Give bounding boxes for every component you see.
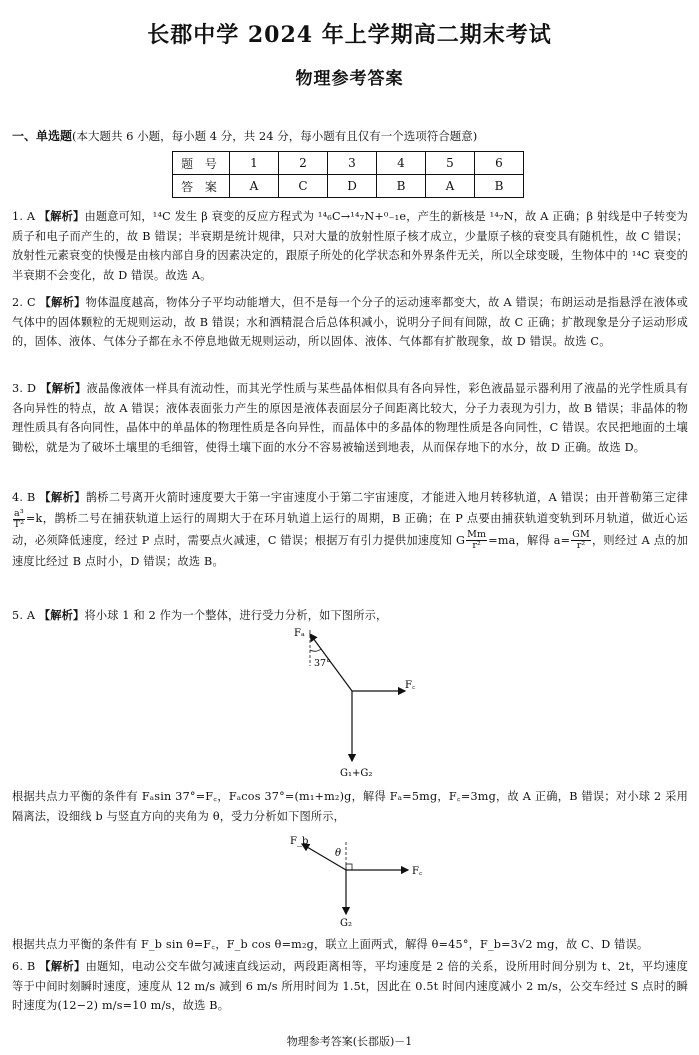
label-angle: 37° [314,658,331,669]
table-cell: D [328,175,377,198]
section-heading [12,127,692,144]
question-3 [12,379,688,457]
table-cell: 6 [475,152,524,175]
label-fc: F꜀ [412,866,423,877]
question-text: =k，鹊桥二号在捕获轨道上运行的周期大于在环月轨道上运行的周期，B 正确；在 P 点要由捕获轨道变轨到环月轨道，做近心运动，必须降低速度，经过 P 点时，需要点火减速，C 错误；根据万有引力提供加速度知 G [12,512,688,547]
question-text: =ma，解得 a= [488,533,571,547]
question-5-conclusion [12,935,688,955]
right-angle-mark [346,864,352,870]
table-cell: 3 [328,152,377,175]
table-cell: 1 [230,152,279,175]
question-5-continued [12,787,688,826]
force-diagram-2 [280,830,430,930]
question-text: 根据共点力平衡的条件有 Fₐsin 37°=F꜀，Fₐcos 37°=(m₁+m₂)g，解得 Fₐ=5mg，F꜀=3mg，故 A 正确，B 错误；对小球 2 采用隔离法，设细线 b 与竖直方向的夹角为 θ，受力分析如下图所示， [12,790,688,823]
page-title: 长郡中学 2024 年上学期高二期末考试 [147,22,552,48]
analysis-tag: 【解析】 [38,209,85,223]
question-number: 4. B [12,491,36,504]
fraction-bottom: T² [13,518,25,530]
question-6 [12,957,688,1016]
table-cell: B [377,175,426,198]
question-text: 由题意可知，¹⁴C 发生 β 衰变的反应方程式为 ¹⁴₆C→¹⁴₇N+⁰₋₁e，产生的新核是 ¹⁴₇N，故 A 正确；β 射线是中子转变为质子和电子而产生的，故 B 错误；半衰期是统计规律，只对大量的放射性原子核才成立，少量原子核的衰变具有随机性，故 C 错误；放射性元素衰变的快慢是由核内部自身的因素决定的，跟原子所处的化学状态和外界条件无关，所以全球变暖，生物体中的 ¹⁴C 衰变的半衰期不会变化，故 D 错误。故选 A。 [12,210,688,282]
fraction-bottom: r² [576,540,586,551]
table-row [173,175,524,198]
question-1 [12,207,688,285]
analysis-tag: 【解析】 [40,381,87,395]
angle-arc [310,649,321,651]
table-cell: 题 号 [173,152,230,175]
fraction-bottom: r² [472,540,482,551]
question-text: ，则经过 A 点的加速度比经过 B 点时小，D 错误；故选 B。 [12,533,688,568]
question-text: 液晶像液体一样具有流动性，而其光学性质与某些晶体相似具有各向异性，彩色液晶显示器利用了液晶的光学性质具有各向异性的特点，故 A 错误；液体表面张力产生的原因是液体表面层分子间距离比较大，分子力表现为引力，故 B 错误；非晶体的物理性质具有各向同性，晶体中的单晶体的物理性质是各向异性，而晶体中的多晶体的物理性质是各向同性，C 错误。农民把地面的土壤锄松，就是为了破坏土壤里的毛细管，使得土壤下面的水分不容易被输送到地表，从而保存地下的水分，故 D 正确。故选 D。 [12,382,688,454]
question-number: 3. D [12,382,37,395]
label-fb: F_b [290,836,309,847]
answer-table [172,151,524,198]
section-note: (本大题共 6 小题，每小题 4 分，共 24 分，每小题有且仅有一个选项符合题意) [72,129,478,143]
question-number: 1. A [12,210,36,223]
fraction [571,530,591,551]
question-number: 2. C [12,296,36,309]
label-g: G₂ [340,918,352,929]
question-text: 鹊桥二号离开火箭时速度要大于第一宇宙速度小于第二宇宙速度，才能进入地月转移轨道，A 错误；由开普勒第三定律 [85,491,688,504]
question-text: 根据共点力平衡的条件有 F_b sin θ=F꜀，F_b cos θ=m₂g，联立上面两式，解得 θ=45°，F_b=3√2 mg，故 C、D 错误。 [12,938,649,951]
force-diagram-1 [290,626,430,784]
table-cell: A [230,175,279,198]
table-cell: 4 [377,152,426,175]
label-g: G₁+G₂ [340,768,373,779]
table-cell: C [279,175,328,198]
question-2 [12,293,688,352]
question-text: 物体温度越高，物体分子平均动能增大，但不是每一个分子的运动速率都变大，故 A 错误；布朗运动是指悬浮在液体或气体中的固体颗粒的无规则运动，故 B 错误；水和酒精混合后总体积减小，说明分子间有间隙，故 C 正确；扩散现象是分子运动形成的，固体、液体、气体分子都在永不停息地做无规则运动，所以固体、液体、气体都有扩散现象，故 D 错误。故选 C。 [12,296,688,348]
question-text: 由题知，电动公交车做匀减速直线运动，两段距离相等，平均速度是 2 倍的关系，设所用时间分别为 t、2t，平均速度等于中间时刻瞬时速度，速度从 12 m/s 减到 6 m/s 所用时间为 1.5t，因此在 0.5t 时间内速度减小 2 m/s，公交车经过 S 点时的瞬时速度为(12−2) m/s=10 m/s，故选 B。 [12,960,688,1012]
table-cell: 2 [279,152,328,175]
page-footer: 物理参考答案(长郡版)－1 [286,1035,413,1048]
analysis-tag: 【解析】 [38,608,85,622]
label-theta: θ [335,848,342,859]
table-cell: B [475,175,524,198]
label-fa: Fₐ [294,628,305,639]
question-4 [12,487,688,572]
table-row [173,152,524,175]
section-title: 一、单选题 [12,129,73,143]
analysis-tag: 【解析】 [39,959,86,973]
table-cell: A [426,175,475,198]
analysis-tag: 【解析】 [39,295,86,309]
question-5 [12,606,688,626]
question-text: 将小球 1 和 2 作为一个整体，进行受力分析，如下图所示， [84,609,388,622]
question-number: 6. B [12,960,36,973]
fraction [466,530,487,551]
fraction-top: Mm [467,529,487,540]
table-cell: 5 [426,152,475,175]
table-cell: 答 案 [173,175,230,198]
fraction-top: GM [572,529,590,540]
analysis-tag: 【解析】 [39,490,86,504]
question-number: 5. A [12,609,36,622]
fraction [13,509,25,530]
label-fc: F꜀ [405,680,416,691]
fraction-top: a³ [14,507,24,519]
page-subtitle: 物理参考答案 [295,69,404,89]
